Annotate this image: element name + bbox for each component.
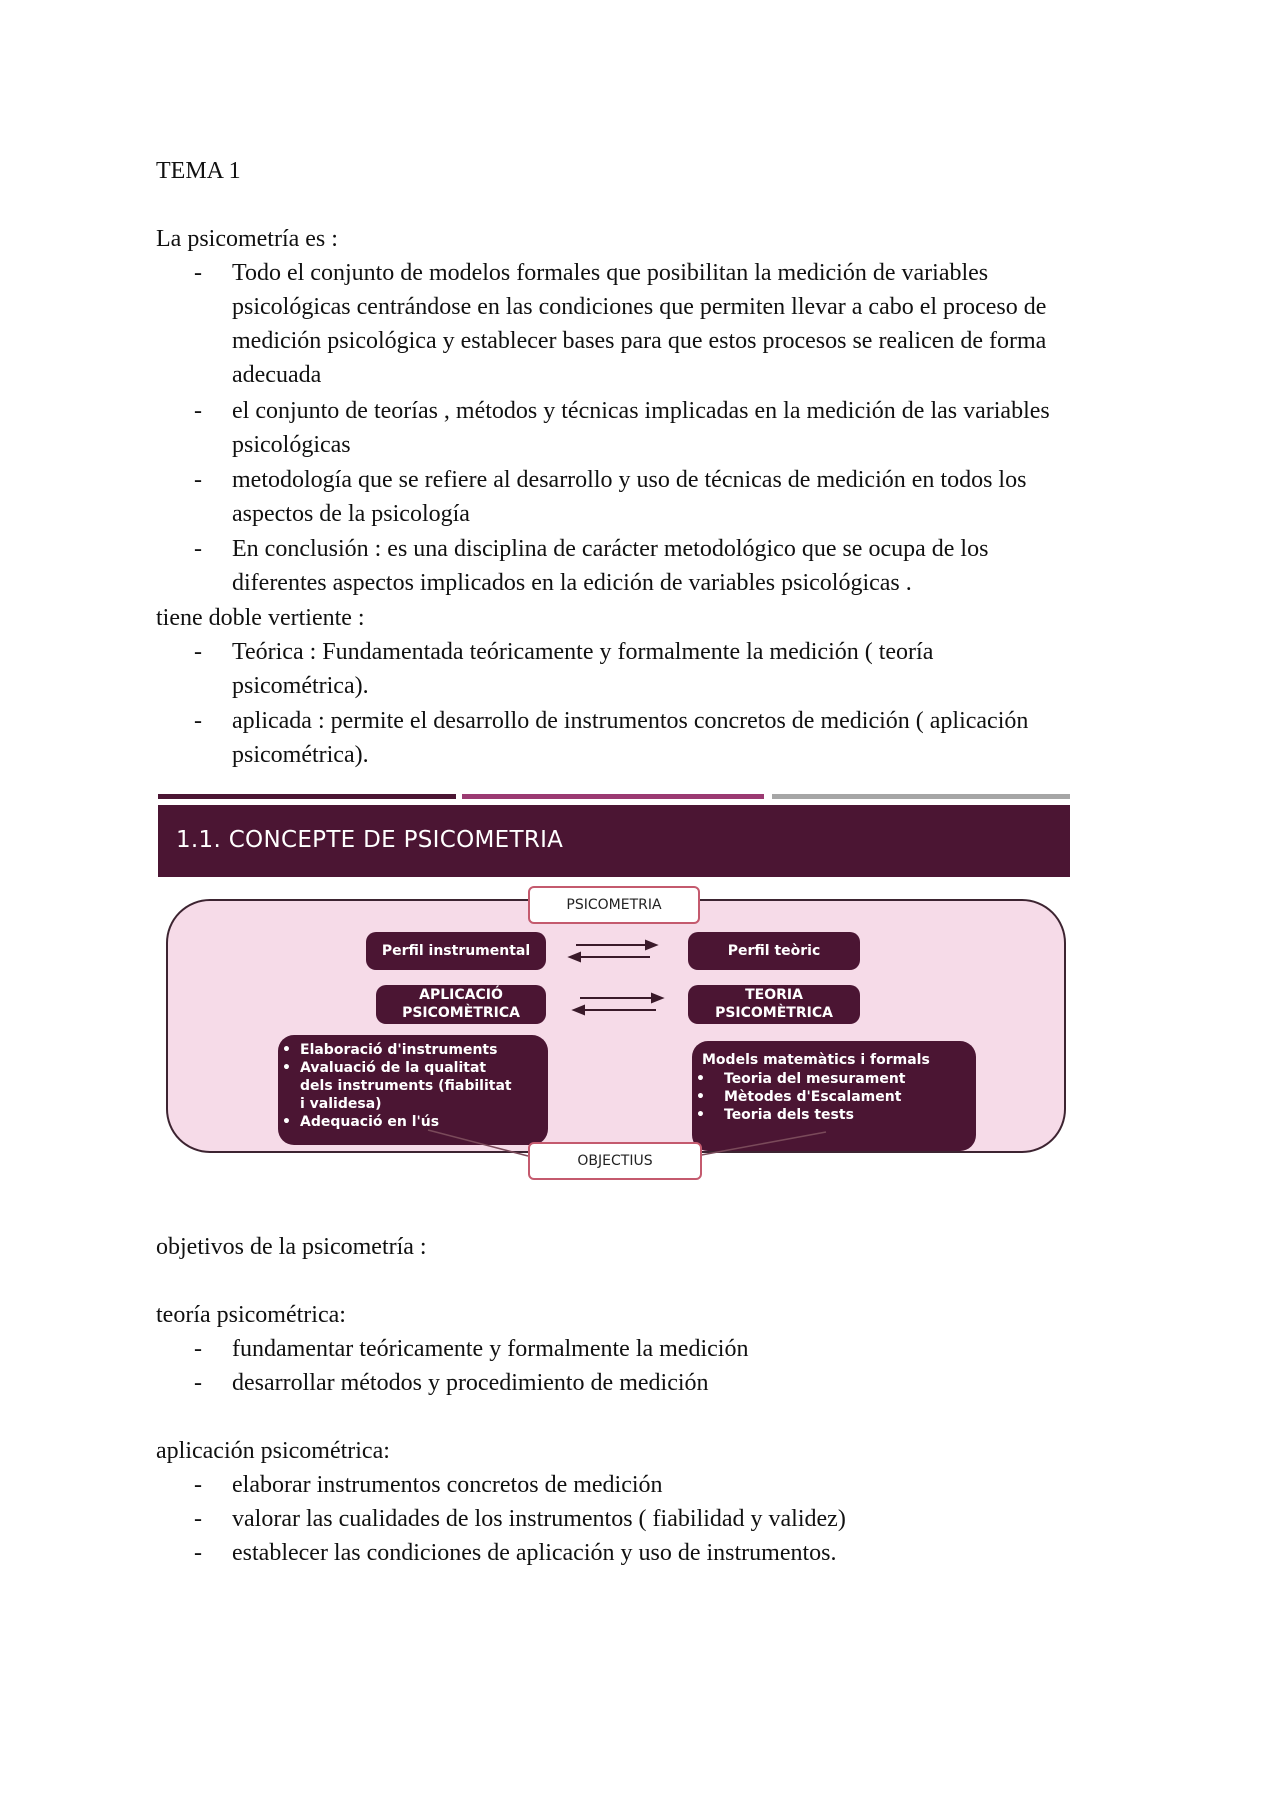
- models-heading: Models matemàtics i formals: [702, 1052, 930, 1068]
- perfil-teoric-box: Perfil teòric: [688, 932, 860, 970]
- teoria-item: desarrollar métodos y procedimiento de medición: [232, 1370, 709, 1396]
- concepte-psicometria-figure: [156, 794, 1072, 1178]
- teoria-psicometrica-box: TEORIA PSICOMÈTRICA: [688, 985, 860, 1024]
- objectius-tag: OBJECTIUS: [528, 1142, 702, 1180]
- objective-item: • Teoria dels tests: [692, 1106, 976, 1124]
- objective-item: • Teoria del mesurament: [692, 1070, 976, 1088]
- objective-item: • Adequació en l'ús: [278, 1113, 548, 1131]
- objective-item: • Avaluació de la qualitat dels instruments (fiabilitat i validesa): [278, 1059, 548, 1113]
- aplicacio-psicometrica-box: APLICACIÓ PSICOMÈTRICA: [376, 985, 546, 1024]
- aplicacion-item: valorar las cualidades de los instrumentos ( fiabilidad y validez): [232, 1506, 846, 1532]
- aplicacion-item: establecer las condiciones de aplicación y uso de instrumentos.: [232, 1540, 837, 1566]
- dash-bullet: -: [194, 398, 202, 424]
- definition-2: el conjunto de teorías , métodos y técnicas implicadas en la medición de las variables psicológicas: [232, 398, 1050, 458]
- objective-item: • Mètodes d'Escalament: [692, 1088, 976, 1106]
- dash-bullet: -: [194, 260, 202, 286]
- aplicacion-title: aplicación psicométrica:: [156, 1438, 390, 1464]
- objetivos-title: objetivos de la psicometría :: [156, 1234, 427, 1260]
- connector-line: [428, 1130, 528, 1156]
- objective-item: • Elaboració d'instruments: [278, 1041, 548, 1059]
- dash-bullet: -: [194, 1472, 202, 1498]
- dash-bullet: -: [194, 467, 202, 493]
- arrow-head: [570, 953, 580, 961]
- arrow-head: [574, 1006, 584, 1014]
- dash-bullet: -: [194, 1540, 202, 1566]
- definition-1: Todo el conjunto de modelos formales que posibilitan la medición de variables psicológicas centrándose en las condiciones que permiten llevar a cabo el proceso de medición psicológica y establecer bases para que estos procesos se realicen de forma adecuada: [232, 260, 1047, 388]
- dash-bullet: -: [194, 708, 202, 734]
- dash-bullet: -: [194, 1370, 202, 1396]
- vertiente-intro: tiene doble vertiente :: [156, 605, 365, 631]
- dash-bullet: -: [194, 1336, 202, 1362]
- perfil-instrumental-box: Perfil instrumental: [366, 932, 546, 970]
- connector-line: [696, 1132, 826, 1156]
- teoria-title: teoría psicométrica:: [156, 1302, 346, 1328]
- figure-arrows: [156, 794, 1072, 1178]
- psicometria-tag: PSICOMETRIA: [528, 886, 700, 924]
- aplicacion-item: elaborar instrumentos concretos de medición: [232, 1472, 663, 1498]
- definition-3: metodología que se refiere al desarrollo y uso de técnicas de medición en todos los aspectos de la psicología: [232, 467, 1027, 527]
- arrow-head: [652, 994, 662, 1002]
- arrow-head: [646, 941, 656, 949]
- dash-bullet: -: [194, 536, 202, 562]
- intro-text: La psicometría es :: [156, 226, 338, 252]
- vertiente-aplicada: aplicada : permite el desarrollo de instrumentos concretos de medición ( aplicación psicométrica).: [232, 708, 1029, 768]
- dash-bullet: -: [194, 639, 202, 665]
- teoria-item: fundamentar teóricamente y formalmente la medición: [232, 1336, 749, 1362]
- page-heading: TEMA 1: [156, 158, 241, 184]
- dash-bullet: -: [194, 1506, 202, 1532]
- figure-title: 1.1. CONCEPTE DE PSICOMETRIA: [176, 827, 564, 853]
- vertiente-teorica: Teórica : Fundamentada teóricamente y formalmente la medición ( teoría psicométrica).: [232, 639, 934, 699]
- definition-4: En conclusión : es una disciplina de carácter metodológico que se ocupa de los diferentes aspectos implicados en la edición de variables psicológicas .: [232, 536, 989, 596]
